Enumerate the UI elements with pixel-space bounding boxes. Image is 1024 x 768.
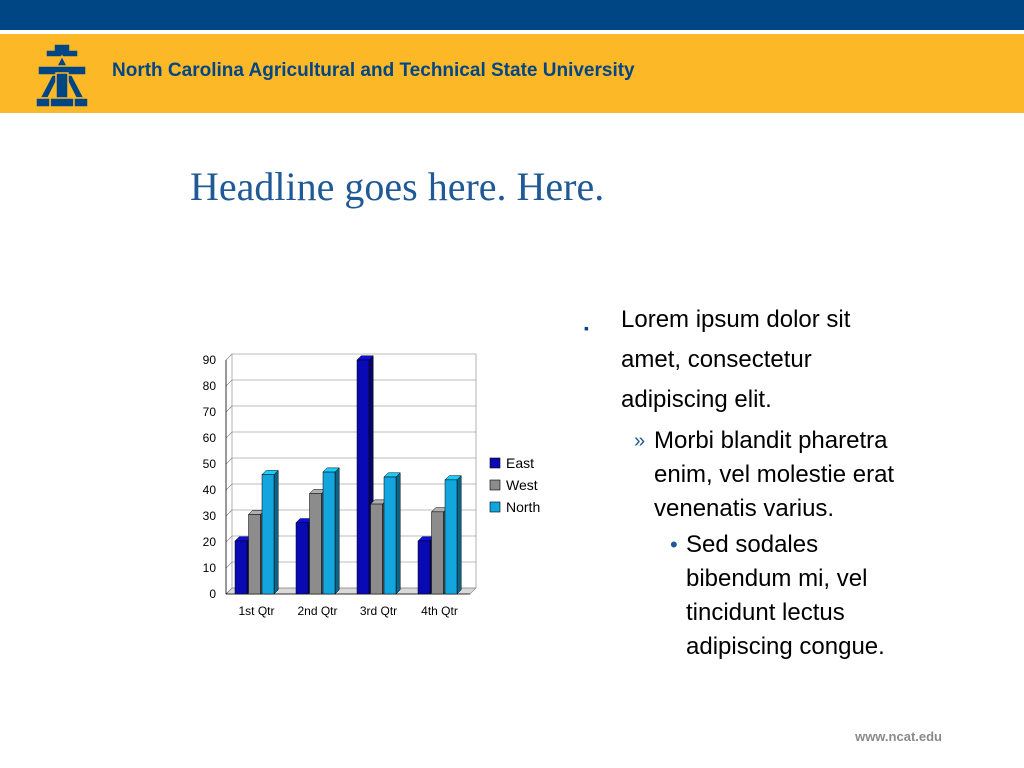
dot-bullet-icon: • — [670, 532, 678, 557]
y-tick-label: 80 — [202, 379, 216, 393]
y-tick-label: 20 — [202, 535, 216, 549]
legend-label-north: North — [506, 499, 541, 515]
bullet-level-1-text: Lorem ipsum dolor sit amet, consectetur adipiscing elit. — [621, 306, 851, 413]
x-tick-label: 1st Qtr — [238, 604, 275, 618]
bullet-level-1 — [584, 300, 914, 420]
slide-headline: Headline goes here. Here. — [190, 164, 605, 209]
gridline — [226, 354, 476, 360]
bar-north — [262, 470, 278, 594]
legend-label-east: East — [506, 455, 535, 471]
bullet-level-3 — [670, 528, 930, 664]
x-tick-label: 3rd Qtr — [359, 604, 398, 618]
gridline — [226, 380, 476, 386]
gridline — [226, 432, 476, 438]
bar-north — [384, 473, 400, 594]
bullet-list — [584, 300, 1004, 664]
bar-north — [445, 476, 461, 594]
bar-north — [323, 468, 339, 594]
y-tick-label: 90 — [202, 353, 216, 367]
y-tick-label: 0 — [209, 587, 216, 601]
square-bullet-icon: ▪ — [584, 320, 589, 336]
legend-label-west: West — [506, 477, 538, 493]
y-tick-label: 60 — [202, 431, 216, 445]
legend-swatch-north — [490, 502, 500, 512]
y-tick-label: 50 — [202, 457, 216, 471]
bar-chart — [180, 340, 560, 630]
bullet-level-2 — [634, 424, 934, 526]
top-navy-bar — [0, 0, 1024, 30]
double-chevron-bullet-icon: » — [634, 430, 646, 452]
y-tick-label: 30 — [202, 509, 216, 523]
y-tick-label: 40 — [202, 483, 216, 497]
gridline — [226, 406, 476, 412]
x-tick-label: 2nd Qtr — [297, 604, 338, 618]
footer-url: www.ncat.edu — [855, 729, 942, 744]
bullet-level-2-text: Morbi blandit pharetra enim, vel molestie erat venenatis varius. — [654, 427, 895, 522]
y-tick-label: 10 — [202, 561, 216, 575]
legend-swatch-west — [490, 480, 500, 490]
university-logo-icon — [34, 42, 90, 110]
y-tick-label: 70 — [202, 405, 216, 419]
x-tick-label: 4th Qtr — [421, 604, 458, 618]
gridline — [226, 458, 476, 464]
bullet-level-3-text: Sed sodales bibendum mi, vel tincidunt lectus adipiscing congue. — [686, 531, 885, 660]
legend-swatch-east — [490, 458, 500, 468]
university-name: North Carolina Agricultural and Technical State University — [112, 60, 635, 81]
